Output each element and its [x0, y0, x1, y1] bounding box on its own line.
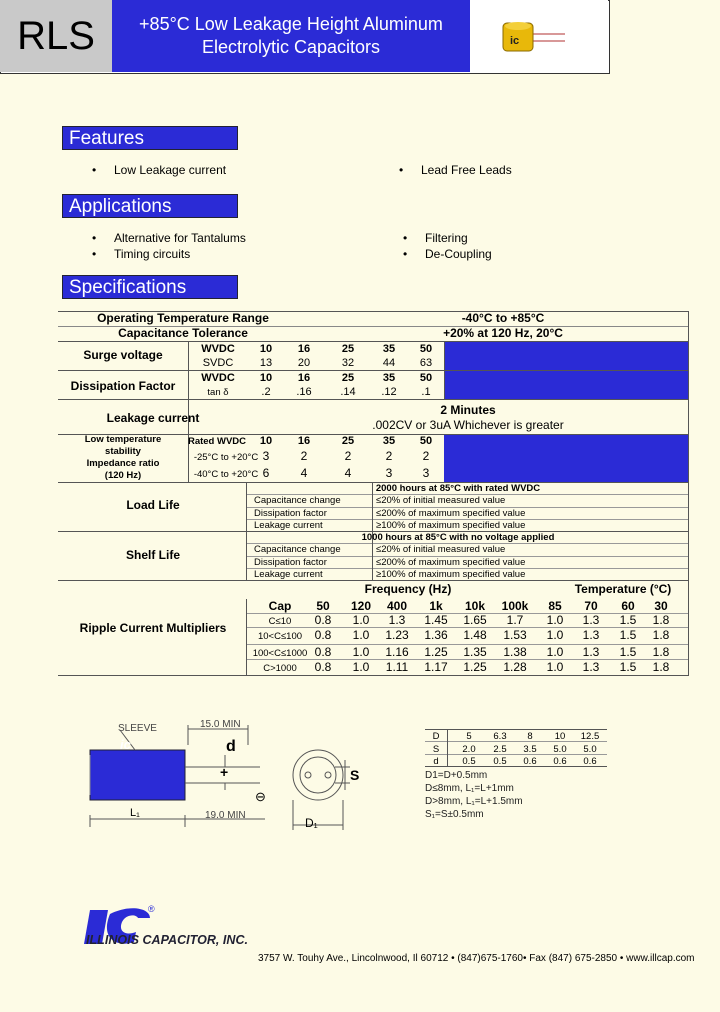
lowtemp-label-3: Impedance ratio [86, 458, 160, 469]
lowtemp-label-2: stability [105, 446, 141, 457]
application-item: • Filtering [425, 231, 468, 245]
shelf-life-item: Capacitance change [254, 544, 341, 555]
shelf-life-label: Shelf Life [125, 548, 180, 562]
load-life-value: ≥100% of maximum specified value [376, 520, 526, 531]
ripple-value: 1.3 [582, 645, 600, 659]
surge-svdc: 13 [259, 357, 273, 369]
dissipation-wvdc: 16 [297, 372, 311, 384]
dimension-value: 2.5 [493, 743, 507, 755]
dimension-value: 12.5 [580, 731, 600, 742]
op-temp-label: Operating Temperature Range [97, 311, 269, 325]
ripple-value: 1.0 [352, 660, 370, 674]
ripple-col-header: 120 [350, 599, 372, 613]
ripple-value: 1.16 [385, 645, 409, 659]
surge-svdc-label: SVDC [202, 357, 234, 369]
lowtemp-row1: 2 [385, 449, 393, 463]
ripple-value: 1.28 [503, 660, 527, 674]
lowtemp-row2-label: -40°C to +20°C [193, 469, 259, 480]
company-name: ILLINOIS CAPACITOR, INC. [86, 933, 248, 947]
company-logo [80, 902, 260, 952]
ripple-value: 1.0 [546, 613, 564, 627]
ripple-value: 1.38 [503, 645, 527, 659]
ripple-value: 1.23 [385, 628, 409, 642]
rated-wvdc: 50 [419, 435, 433, 447]
application-item: • Timing circuits [114, 247, 190, 261]
title-line-1: +85°C Low Leakage Height Aluminum [139, 14, 443, 34]
surge-wvdc: 25 [341, 343, 355, 355]
ripple-value: 1.5 [619, 645, 637, 659]
shelf-life-value: ≥100% of maximum specified value [376, 569, 526, 580]
d1-label: D₁ [305, 816, 318, 830]
tan-delta: .14 [340, 386, 356, 398]
dimension-row-label: D [432, 731, 440, 742]
shelf-life-item: Dissipation factor [254, 557, 327, 568]
ripple-value: 1.3 [582, 628, 600, 642]
ripple-col-header: 400 [386, 599, 408, 613]
shelf-life-condition: 1000 hours at 85°C with no voltage applied [361, 532, 555, 543]
surge-svdc: 63 [419, 357, 433, 369]
ripple-value: 1.0 [352, 645, 370, 659]
ripple-col-header: 1k [429, 599, 443, 613]
leakage-time: 2 Minutes [440, 403, 496, 417]
leakage-label: Leakage current [106, 411, 200, 425]
lowtemp-row2: 3 [385, 466, 393, 480]
s-label: S [350, 767, 360, 783]
ripple-cap: 100<C≤1000 [252, 648, 308, 659]
ripple-col-header: 100k [501, 599, 529, 613]
ripple-value: 1.3 [388, 613, 406, 627]
company-address: 3757 W. Touhy Ave., Lincolnwood, Il 60712 • (847)675-1760• Fax (847) 675-2850 • www.illcap.com [258, 953, 695, 964]
ripple-value: 1.17 [424, 660, 448, 674]
ripple-value: 1.8 [652, 660, 670, 674]
ripple-col-header: 50 [316, 599, 330, 613]
dimension-value: 0.6 [523, 756, 537, 767]
dissipation-wvdc: 25 [341, 372, 355, 384]
spec-table [58, 311, 689, 676]
ripple-freq-label: Frequency (Hz) [364, 582, 452, 596]
sleeve-label: SLEEVE [118, 723, 157, 734]
capacitor-image-icon [470, 0, 608, 72]
surge-svdc: 20 [297, 357, 311, 369]
lowtemp-row1: 2 [300, 449, 308, 463]
load-life-item: Leakage current [254, 520, 323, 531]
shelf-life-item: Leakage current [254, 569, 323, 580]
dimension-value: 10 [554, 731, 566, 742]
ripple-value: 0.8 [314, 613, 332, 627]
surge-label: Surge voltage [83, 348, 163, 362]
ripple-value: 1.48 [463, 628, 487, 642]
ripple-value: 1.0 [352, 628, 370, 642]
surge-wvdc: 50 [419, 343, 433, 355]
ripple-cap: C>1000 [263, 663, 297, 674]
dimensions-table [425, 729, 607, 767]
surge-wvdc: 35 [382, 343, 396, 355]
dimension-value: 5 [466, 731, 472, 742]
rated-wvdc: 10 [259, 435, 273, 447]
dissipation-wvdc: 35 [382, 372, 396, 384]
ripple-value: 1.0 [546, 628, 564, 642]
leakage-value: .002CV or 3uA Whichever is greater [372, 418, 564, 432]
lowtemp-label-1: Low temperature [84, 434, 162, 445]
ripple-value: 1.0 [352, 613, 370, 627]
ripple-value: 1.8 [652, 645, 670, 659]
page-title [112, 0, 471, 72]
ripple-value: 1.5 [619, 628, 637, 642]
dimension-value: 8 [527, 731, 533, 742]
ripple-value: 1.25 [463, 660, 487, 674]
surge-svdc: 32 [341, 357, 355, 369]
dimension-value: 5.0 [553, 743, 567, 755]
ripple-temp-label: Temperature (°C) [574, 582, 672, 596]
load-life-item: Dissipation factor [254, 508, 327, 519]
ripple-value: 1.0 [546, 660, 564, 674]
ripple-value: 1.3 [582, 660, 600, 674]
dimension-value: 6.3 [493, 731, 507, 742]
dimension-note: D>8mm, L₁=L+1.5mm [425, 796, 523, 807]
ripple-value: 1.35 [463, 645, 487, 659]
plus-sign: + [220, 764, 229, 780]
ripple-value: 1.36 [424, 628, 448, 642]
dimension-value: 3.5 [523, 743, 537, 755]
tan-delta: .2 [261, 386, 271, 398]
registered-mark: ® [148, 904, 155, 914]
dimension-row-label: S [432, 743, 440, 755]
ripple-value: 0.8 [314, 645, 332, 659]
capacitor-photo [470, 0, 608, 72]
rated-wvdc: 35 [382, 435, 396, 447]
load-life-value: ≤20% of initial measured value [376, 495, 506, 506]
applications-heading: Applications [62, 194, 238, 218]
load-life-value: ≤200% of maximum specified value [376, 508, 526, 519]
lowtemp-row2: 4 [344, 466, 352, 480]
surge-wvdc: 16 [297, 343, 311, 355]
application-item: • Alternative for Tantalums [114, 231, 246, 245]
ripple-cap-label: Cap [268, 599, 292, 613]
lead-min-top: 15.0 MIN [200, 719, 241, 730]
ripple-label: Ripple Current Multipliers [79, 621, 227, 635]
ripple-value: 1.45 [424, 613, 448, 627]
lowtemp-row1: 2 [344, 449, 352, 463]
svg-text:ic: ic [510, 35, 520, 47]
dimension-drawing [80, 715, 390, 840]
rated-wvdc: 25 [341, 435, 355, 447]
lowtemp-row2: 4 [300, 466, 308, 480]
load-life-condition: 2000 hours at 85°C with rated WVDC [375, 483, 541, 494]
l1-label: L₁ [130, 807, 140, 819]
lowtemp-row2: 3 [422, 466, 430, 480]
rated-wvdc: 16 [297, 435, 311, 447]
tan-delta: .12 [381, 386, 397, 398]
load-life-item: Capacitance change [254, 495, 341, 506]
application-item: • De-Coupling [425, 247, 492, 261]
ripple-value: 1.5 [619, 613, 637, 627]
ripple-col-header: 10k [464, 599, 486, 613]
dimension-value: 2.0 [462, 743, 476, 755]
ripple-value: 1.53 [503, 628, 527, 642]
tan-delta: .1 [421, 386, 431, 398]
ripple-cap: C≤10 [268, 616, 292, 627]
shelf-life-value: ≤20% of initial measured value [376, 544, 506, 555]
cap-tol-label: Capacitance Tolerance [118, 326, 248, 340]
dimension-row-label: d [433, 756, 439, 767]
header-box [0, 0, 610, 74]
load-life-label: Load Life [126, 498, 180, 512]
dimension-value: 0.5 [462, 756, 476, 767]
surge-svdc: 44 [382, 357, 396, 369]
feature-item: • Lead Free Leads [421, 163, 512, 177]
rated-wvdc-label: Rated WVDC [187, 436, 247, 447]
lowtemp-row1: 3 [262, 449, 270, 463]
features-heading: Features [62, 126, 238, 150]
dimension-notes [425, 769, 523, 821]
dimension-note: D1=D+0.5mm [425, 770, 488, 781]
ripple-cap: 10<C≤100 [257, 631, 303, 642]
dimension-value: 0.5 [493, 756, 507, 767]
dissipation-wvdc: 50 [419, 372, 433, 384]
dimension-value: 0.6 [553, 756, 567, 767]
ripple-value: 1.5 [619, 660, 637, 674]
lowtemp-row1: 2 [422, 449, 430, 463]
surge-wvdc-label: WVDC [201, 343, 235, 355]
minus-sign: ⊖ [255, 789, 266, 804]
spec-blue-block [444, 434, 689, 482]
series-name: RLS [0, 0, 113, 72]
ripple-col-header: 85 [548, 599, 562, 613]
ripple-value: 1.8 [652, 613, 670, 627]
logo-mark: ic [120, 737, 131, 752]
specifications-heading: Specifications [62, 275, 238, 299]
tan-delta-label: tan δ [207, 387, 229, 398]
lowtemp-row2: 6 [262, 466, 270, 480]
ripple-col-header: 30 [654, 599, 668, 613]
ripple-value: 1.25 [424, 645, 448, 659]
ripple-value: 1.3 [582, 613, 600, 627]
ripple-value: 0.8 [314, 660, 332, 674]
dissipation-wvdc: 10 [259, 372, 273, 384]
shelf-life-value: ≤200% of maximum specified value [376, 557, 526, 568]
dimension-value: 5.0 [583, 743, 597, 755]
ripple-value: 1.11 [385, 660, 409, 674]
ripple-col-header: 60 [621, 599, 635, 613]
title-line-2: Electrolytic Capacitors [201, 37, 381, 57]
ripple-value: 1.0 [546, 645, 564, 659]
dimension-note: D≤8mm, L₁=L+1mm [425, 783, 514, 794]
dissipation-label: Dissipation Factor [70, 379, 176, 393]
dissipation-wvdc-label: WVDC [201, 372, 235, 384]
dimension-note: S₁=S±0.5mm [425, 809, 484, 820]
lead-min-bottom: 19.0 MIN [205, 810, 246, 821]
ripple-value: 0.8 [314, 628, 332, 642]
lowtemp-label-4: (120 Hz) [104, 470, 142, 481]
ripple-value: 1.7 [506, 613, 524, 627]
d-label: d [226, 738, 236, 755]
lowtemp-row1-label: -25°C to +20°C [193, 452, 259, 463]
dimension-value: 0.6 [583, 756, 597, 767]
feature-item: • Low Leakage current [114, 163, 226, 177]
ripple-value: 1.8 [652, 628, 670, 642]
op-temp-value: -40°C to +85°C [461, 311, 545, 325]
surge-wvdc: 10 [259, 343, 273, 355]
cap-tol-value: +20% at 120 Hz, 20°C [443, 326, 563, 340]
tan-delta: .16 [296, 386, 312, 398]
ripple-col-header: 70 [584, 599, 598, 613]
ripple-value: 1.65 [463, 613, 487, 627]
